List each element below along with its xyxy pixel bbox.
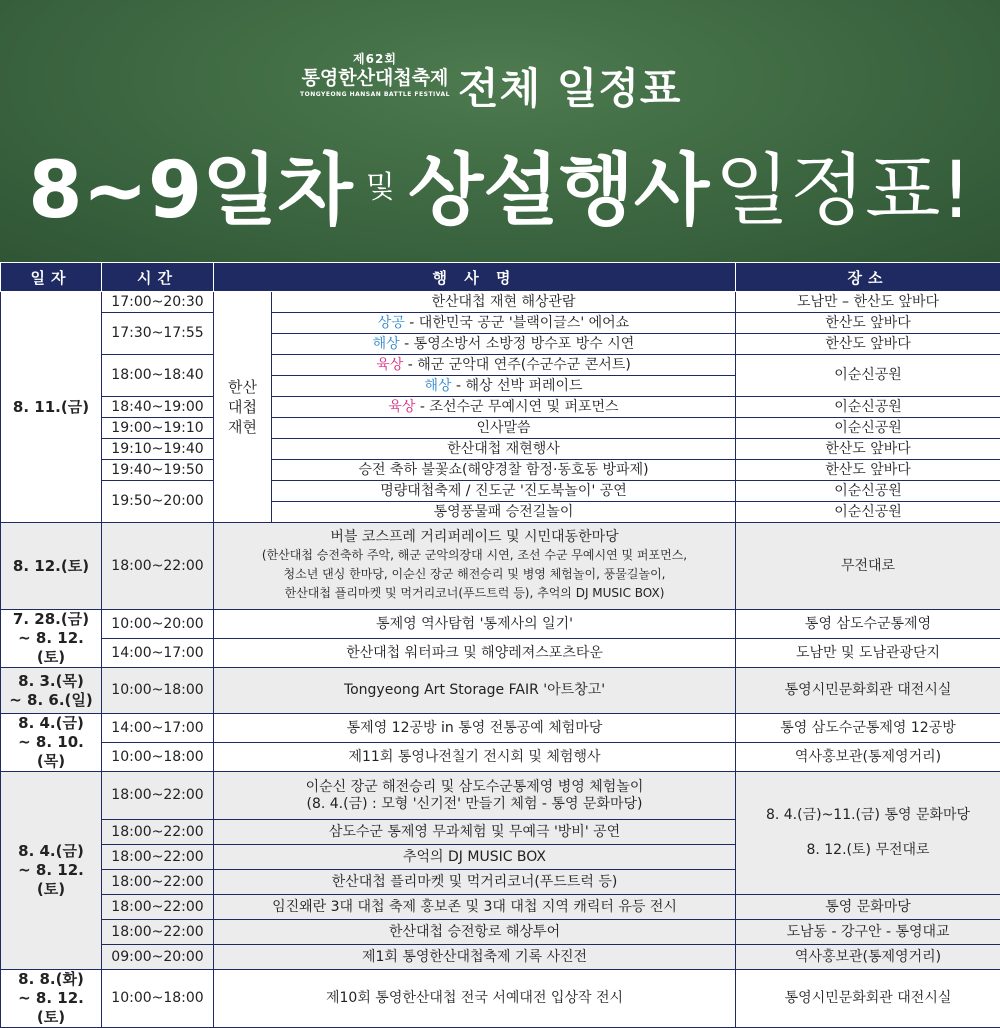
place-cell: 한산도 앞바다: [736, 439, 1000, 460]
event-tag: 육상: [376, 357, 403, 373]
place-cell: 역사홍보관(통제영거리): [736, 743, 1000, 772]
event-cell: [272, 376, 736, 397]
event-detail: 한산대첩 플리마켓 및 먹거리코너(푸드트럭 등), 추억의 DJ MUSIC BOX): [218, 584, 731, 603]
header-time: 시간: [102, 263, 214, 292]
table-row: [1, 639, 1000, 668]
headline-schedule: 일정표!: [714, 146, 971, 236]
time-cell: 10:00~18:00: [102, 743, 214, 772]
time-cell: 14:00~17:00: [102, 714, 214, 743]
place-line: 8. 4.(금)~11.(금) 통영 문화마당: [740, 807, 996, 824]
time-cell: 19:00~19:10: [102, 418, 214, 439]
place-cell: [736, 772, 1000, 895]
place-cell: 역사홍보관(통제영거리): [736, 945, 1000, 970]
table-row: [1, 945, 1000, 970]
time-cell: 19:40~19:50: [102, 460, 214, 481]
date-cell: [1, 610, 102, 668]
event-text: - 조선수군 무예시연 및 퍼포먼스: [415, 399, 618, 415]
event-cell: 한산대첩 플리마켓 및 먹거리코너(푸드트럭 등): [214, 870, 736, 895]
table-row: [1, 523, 1000, 610]
event-cell: 통제영 12공방 in 통영 전통공예 체험마당: [214, 714, 736, 743]
time-cell: 19:50~20:00: [102, 481, 214, 523]
headline-and: 및: [366, 170, 395, 205]
date-cell: [1, 714, 102, 772]
table-row: [1, 668, 1000, 714]
headline: [0, 128, 1000, 240]
festival-logo: [300, 50, 450, 110]
place-cell: 이순신공원: [736, 397, 1000, 418]
time-cell: 10:00~18:00: [102, 668, 214, 714]
event-cell: 승전 축하 불꽃쇼(해양경찰 함정·동호동 방파제): [272, 460, 736, 481]
event-text: - 해군 군악대 연주(수군수군 콘서트): [403, 357, 631, 373]
table-row: [1, 313, 1000, 334]
event-cell: 제10회 통영한산대첩 전국 서예대전 입상작 전시: [214, 970, 736, 1028]
header-date: 일자: [1, 263, 102, 292]
event-cell: 통영풍물패 승전길놀이: [272, 502, 736, 523]
time-cell: 18:00~22:00: [102, 772, 214, 820]
event-detail: (한산대첩 승전축하 주악, 해군 군악의장대 시연, 조선 수군 무예시연 및 퍼포먼스,: [218, 546, 731, 565]
place-cell: 이순신공원: [736, 481, 1000, 502]
time-cell: 18:00~18:40: [102, 355, 214, 397]
event-cell: 한산대첩 워터파크 및 해양레져스포츠타운: [214, 639, 736, 668]
event-cell: [214, 772, 736, 820]
table-row: [1, 418, 1000, 439]
place-cell: 도남만 및 도남관광단지: [736, 639, 1000, 668]
date-cell: [1, 970, 102, 1028]
event-tag: 상공: [378, 315, 405, 331]
schedule-table: [0, 262, 1000, 1028]
table-row: [1, 920, 1000, 945]
group-cell: [214, 292, 272, 523]
event-cell: 명량대첩축제 / 진도군 '진도북놀이' 공연: [272, 481, 736, 502]
place-cell: 통영 삼도수군통제영: [736, 610, 1000, 639]
table-row: [1, 292, 1000, 313]
place-cell: 통영시민문화회관 대전시실: [736, 668, 1000, 714]
header-banner: [0, 0, 1000, 262]
event-cell: [272, 355, 736, 376]
table-row: [1, 714, 1000, 743]
event-title: 버블 코스프레 거리퍼레이드 및 시민대동한마당: [218, 529, 731, 546]
place-cell: 통영시민문화회관 대전시실: [736, 970, 1000, 1028]
table-row: [1, 397, 1000, 418]
event-cell: 한산대첩 재현행사: [272, 439, 736, 460]
place-cell: 한산도 앞바다: [736, 334, 1000, 355]
headline-days: 8~9일차: [28, 146, 353, 236]
time-cell: 18:00~22:00: [102, 870, 214, 895]
time-cell: 10:00~20:00: [102, 610, 214, 639]
logo-festival-name: 통영한산대첩축제: [300, 67, 450, 89]
table-header-row: [1, 263, 1000, 292]
time-cell: 18:00~22:00: [102, 523, 214, 610]
place-cell: 무전대로: [736, 523, 1000, 610]
place-cell: 한산도 앞바다: [736, 460, 1000, 481]
event-cell: 한산대첩 재현 해상관람: [272, 292, 736, 313]
event-detail: 청소년 댄싱 한마당, 이순신 장군 해전승리 및 병영 체험놀이, 풍물길놀이,: [218, 565, 731, 584]
event-tag: 육상: [388, 399, 415, 415]
place-cell: 도남만 – 한산도 앞바다: [736, 292, 1000, 313]
time-cell: 18:00~22:00: [102, 895, 214, 920]
date-label: 8. 3.(목) ~ 8. 6.(일): [9, 672, 92, 709]
headline-permanent-events: 상설행사: [408, 146, 709, 236]
table-row: [1, 355, 1000, 376]
time-cell: 18:40~19:00: [102, 397, 214, 418]
logo-festival-name-en: TONGYEONG HANSAN BATTLE FESTIVAL: [300, 91, 450, 98]
time-cell: 18:00~22:00: [102, 845, 214, 870]
time-cell: 17:30~17:55: [102, 313, 214, 355]
event-tag: 해상: [373, 336, 400, 352]
event-cell: 삼도수군 통제영 무과체험 및 무예극 '방비' 공연: [214, 820, 736, 845]
time-cell: 18:00~22:00: [102, 920, 214, 945]
date-label: 8. 4.(금) ~ 8. 10.(목): [18, 714, 84, 770]
table-row: [1, 970, 1000, 1028]
table-row: [1, 460, 1000, 481]
logo-edition: 제62회: [300, 50, 450, 67]
event-cell: [272, 334, 736, 355]
event-cell: Tongyeong Art Storage FAIR '아트창고': [214, 668, 736, 714]
event-cell: 통제영 역사탐험 '통제사의 일기': [214, 610, 736, 639]
table-row: [1, 439, 1000, 460]
header-event: 행 사 명: [214, 263, 736, 292]
event-detail: (8. 4.(금) : 모형 '신기전' 만들기 체험 - 통영 문화마당): [218, 796, 731, 813]
place-cell: 도남동 - 강구안 - 통영대교: [736, 920, 1000, 945]
date-cell: 8. 11.(금): [1, 292, 102, 523]
time-cell: 19:10~19:40: [102, 439, 214, 460]
place-line: 8. 12.(토) 무전대로: [740, 842, 996, 859]
event-title: 이순신 장군 해전승리 및 삼도수군통제영 병영 체험놀이: [218, 779, 731, 796]
place-cell: 통영 문화마당: [736, 895, 1000, 920]
page-title: 전체 일정표: [458, 56, 681, 116]
place-cell: 이순신공원: [736, 502, 1000, 523]
event-text: - 통영소방서 소방정 방수포 방수 시연: [400, 336, 635, 352]
table-row: [1, 481, 1000, 502]
table-row: [1, 743, 1000, 772]
event-text: - 해상 선박 퍼레이드: [452, 378, 583, 394]
table-row: [1, 895, 1000, 920]
time-cell: 14:00~17:00: [102, 639, 214, 668]
time-cell: 18:00~22:00: [102, 820, 214, 845]
header-place: 장소: [736, 263, 1000, 292]
event-cell: [272, 397, 736, 418]
date-cell: 8. 12.(토): [1, 523, 102, 610]
place-cell: 이순신공원: [736, 418, 1000, 439]
event-cell: 임진왜란 3대 대첩 축제 홍보존 및 3대 대첩 지역 캐릭터 유등 전시: [214, 895, 736, 920]
event-cell: [214, 523, 736, 610]
date-cell: [1, 772, 102, 970]
event-tag: 해상: [424, 378, 451, 394]
table-row: [1, 610, 1000, 639]
event-text: - 대한민국 공군 '블랙이글스' 에어쇼: [405, 315, 629, 331]
date-label: 7. 28.(금) ~ 8. 12.(토): [13, 610, 89, 666]
event-cell: [272, 313, 736, 334]
place-cell: 통영 삼도수군통제영 12공방: [736, 714, 1000, 743]
event-cell: 한산대첩 승전항로 해상투어: [214, 920, 736, 945]
table-row: [1, 772, 1000, 820]
event-cell: 제1회 통영한산대첩축제 기록 사진전: [214, 945, 736, 970]
time-cell: 17:00~20:30: [102, 292, 214, 313]
event-cell: 추억의 DJ MUSIC BOX: [214, 845, 736, 870]
date-cell: [1, 668, 102, 714]
date-label: 8. 4.(금) ~ 8. 12.(토): [18, 842, 84, 898]
event-cell: 인사말씀: [272, 418, 736, 439]
place-cell: 이순신공원: [736, 355, 1000, 397]
event-cell: 제11회 통영나전칠기 전시회 및 체험행사: [214, 743, 736, 772]
time-cell: 09:00~20:00: [102, 945, 214, 970]
group-label: 한산 대첩 재현: [228, 378, 257, 436]
date-label: 8. 8.(화) ~ 8. 12.(토): [18, 970, 84, 1026]
time-cell: 10:00~18:00: [102, 970, 214, 1028]
place-cell: 한산도 앞바다: [736, 313, 1000, 334]
